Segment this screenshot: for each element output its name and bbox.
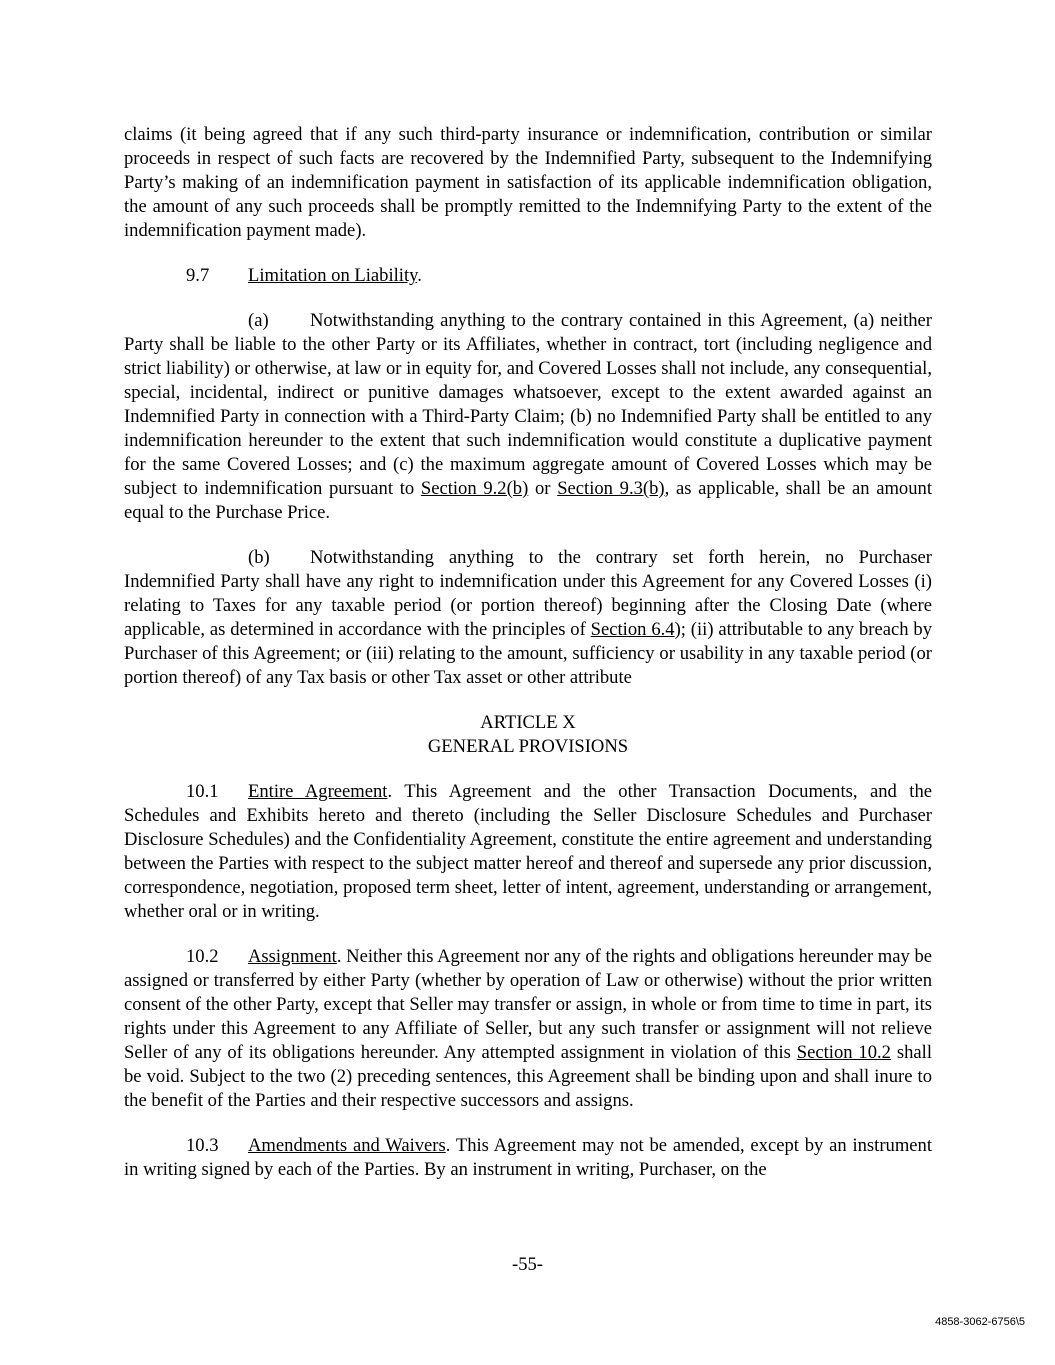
article-title: GENERAL PROVISIONS [427, 736, 629, 757]
document-body [124, 123, 932, 1182]
section-10-3-paragraph: 10.3 Amendments and Waivers. This Agreement may not be amended, except by an instrument in writing signed by each of the Parties. By an instrument in writing, Purchaser, on the [124, 1135, 932, 1180]
cross-reference-link[interactable]: Section 10.2 [796, 1042, 891, 1063]
cross-reference-link[interactable]: Section 9.3(b) [557, 478, 665, 499]
section-number: 10.3 [186, 1135, 219, 1156]
article-number: ARTICLE X [480, 712, 576, 733]
page-number: -55- [512, 1254, 543, 1275]
section-number: 9.7 [186, 265, 210, 286]
cross-reference-link[interactable]: Section 6.4 [590, 619, 675, 640]
section-title: Limitation on Liability [248, 265, 418, 286]
section-10-1-paragraph: 10.1 Entire Agreement. This Agreement and the other Transaction Documents, and the Schedules and Exhibits hereto and thereto (including the Seller Disclosure Schedules and Purchaser Disclosure Schedules) and the Confidentiality Agreement, constitute the entire agreement and understanding between the Parties with respect to the subject matter hereof and thereof and supersede any prior discussion, correspondence, negotiation, proposed term sheet, letter of intent, agreement, understanding or arrangement, whether oral or in writing. [124, 781, 932, 922]
section-9-7-heading: 9.7 Limitation on Liability. [186, 265, 422, 286]
section-title: Assignment [248, 946, 337, 967]
section-number: 10.2 [186, 946, 219, 967]
document-id: 4858-3062-6756\5 [935, 1316, 1025, 1328]
section-9-7-b-paragraph: (b) Notwithstanding anything to the contrary set forth herein, no Purchaser Indemnified Party shall have any right to indemnification under this Agreement for any Covered Losses (i) relating to Taxes for any taxable period (or portion thereof) beginning after the Closing Date (where applicable, as determined in accordance with the principles of Section 6.4); (ii) attributable to any breach by Purchaser of this Agreement; or (iii) relating to the amount, sufficiency or usability in any taxable period (or portion thereof) of any Tax basis or other Tax asset or other attribute [124, 547, 932, 688]
cross-reference-link[interactable]: Section 9.2(b) [420, 478, 529, 499]
section-10-2-paragraph: 10.2 Assignment. Neither this Agreement nor any of the rights and obligations hereunder may be assigned or transferred by either Party (whether by operation of Law or otherwise) without the prior written consent of the other Party, except that Seller may transfer or assign, in whole or from time to time in part, its rights under this Agreement to any Affiliate of Seller, but any such transfer or assignment will not relieve Seller of any of its obligations hereunder. Any attempted assignment in violation of this Section 10.2 shall be void. Subject to the two (2) preceding sentences, this Agreement shall be binding upon and shall inure to the benefit of the Parties and their respective successors and assigns. [124, 946, 932, 1111]
clause-label: (b) [248, 547, 270, 568]
section-number: 10.1 [186, 781, 219, 802]
clause-label: (a) [248, 310, 269, 331]
section-9-7-a-paragraph: (a) Notwithstanding anything to the contrary contained in this Agreement, (a) neither Party shall be liable to the other Party or its Affiliates, whether in contract, tort (including negligence and strict liability) or otherwise, at law or in equity for, and Covered Losses shall not include, any consequential, special, incidental, indirect or punitive damages whatsoever, except to the extent awarded against an Indemnified Party in connection with a Third-Party Claim; (b) no Indemnified Party shall be entitled to any indemnification hereunder to the extent that such indemnification would constitute a duplicative payment for the same Covered Losses; and (c) the maximum aggregate amount of Covered Losses which may be subject to indemnification pursuant to Section 9.2(b) or Section 9.3(b), as applicable, shall be an amount equal to the Purchase Price. [124, 310, 932, 523]
section-title: Entire Agreement [248, 781, 388, 802]
intro-paragraph: claims (it being agreed that if any such third-party insurance or indemnification, contribution or similar proceeds in respect of such facts are recovered by the Indemnified Party, subsequent to the Indemnifying Party’s making of an indemnification payment in satisfaction of its applicable indemnification obligation, the amount of any such proceeds shall be promptly remitted to the Indemnifying Party to the extent of the indemnification payment made). [124, 124, 932, 241]
section-title: Amendments and Waivers [248, 1135, 446, 1156]
